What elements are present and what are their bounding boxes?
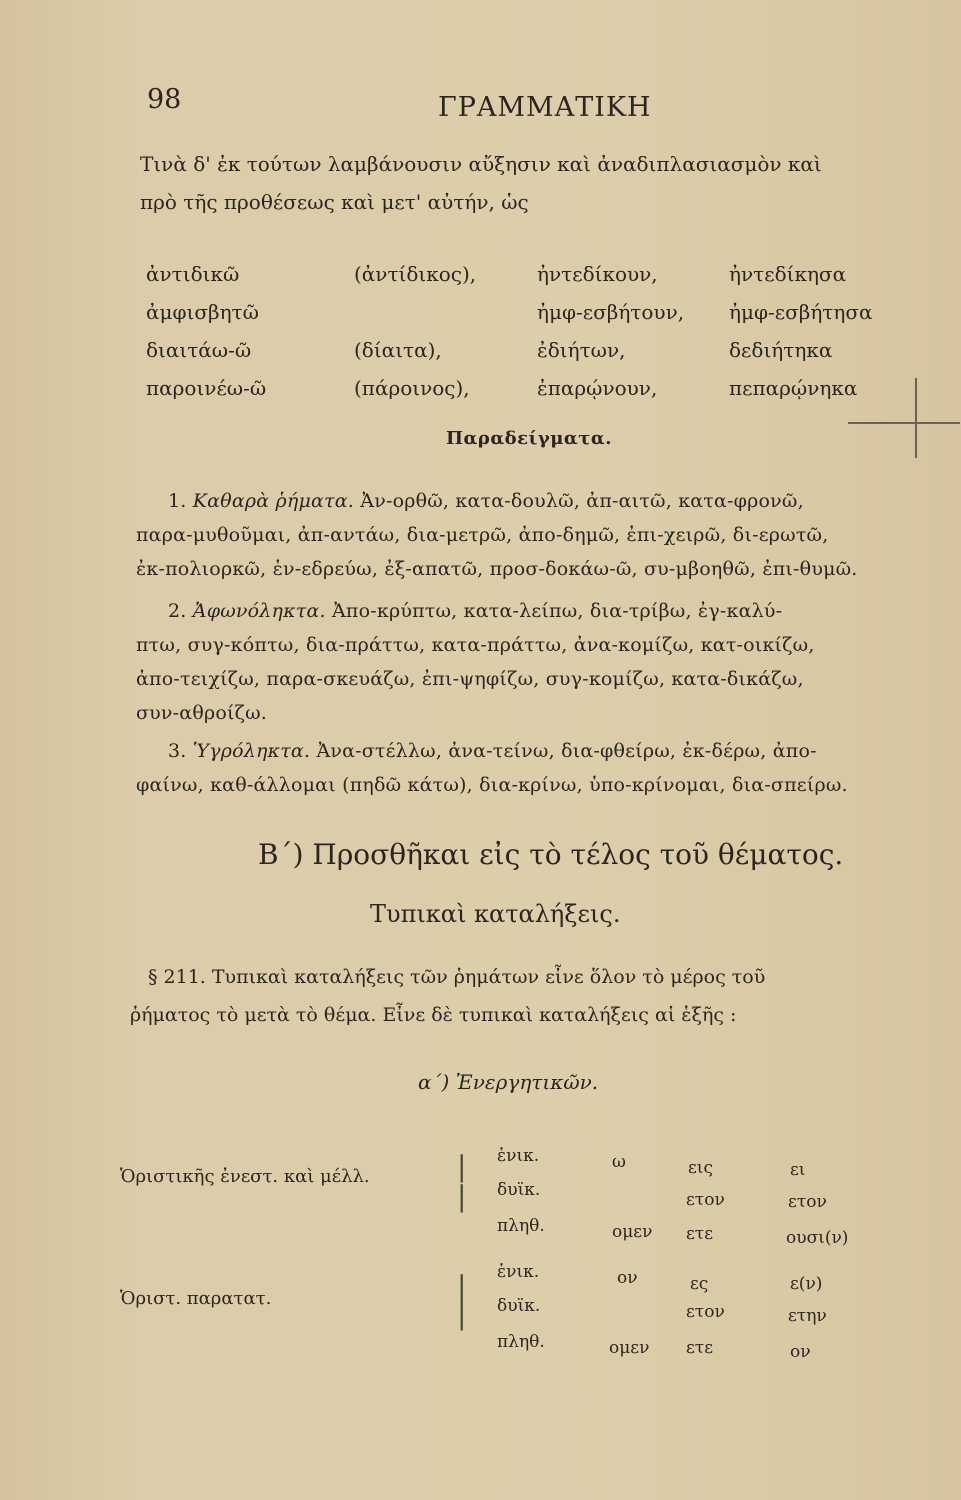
example-1-line-2: παρα-μυθοῦμαι, ἀπ-αντάω, δια-μετρῶ, ἀπο-δημῶ, ἐπι-χειρῶ, δι-ερωτῶ, (136, 524, 829, 546)
ending-cell: ε(ν) (790, 1274, 823, 1294)
number-label: δυϊκ. (497, 1296, 541, 1316)
example-2-line-2: πτω, συγ-κόπτω, δια-πράττω, κατα-πράττω, ἀνα-κομίζω, κατ-οικίζω, (136, 634, 815, 656)
ending-cell: ομεν (612, 1222, 653, 1242)
imperfect-cell: ἐδιήτων, (537, 338, 626, 362)
number-label: δυϊκ. (497, 1180, 541, 1200)
intro-line-2: πρὸ τῆς προθέσεως καὶ μετ' αὐτήν, ὡς (140, 190, 529, 214)
pencil-mark-vertical (915, 378, 917, 458)
example-text: Ἀπο-κρύπτω, κατα-λείπω, δια-τρίβω, ἐγ-καλύ- (332, 600, 783, 622)
ending-cell: ον (790, 1342, 811, 1362)
number-label: ἑνικ. (497, 1262, 540, 1282)
verb-cell: παροινέω-ῶ (146, 376, 267, 400)
brace-mark: | (457, 1150, 467, 1183)
aorist-cell: δεδιήτηκα (729, 338, 833, 362)
imperfect-cell: ἐπαρῴνουν, (537, 376, 658, 400)
ending-cell: ετον (686, 1302, 725, 1322)
root-cell: (δίαιτα), (354, 338, 442, 362)
aorist-cell: ἠντεδίκησα (729, 262, 847, 286)
page-number: 98 (147, 84, 182, 115)
example-1-line-3: ἐκ-πολιορκῶ, ἐν-εδρεύω, ἐξ-απατῶ, προσ-δοκάω-ῶ, συ-μβοηθῶ, ἐπι-θυμῶ. (136, 558, 858, 580)
root-cell: (πάροινος), (354, 376, 470, 400)
ending-cell: ομεν (609, 1338, 650, 1358)
root-cell: (ἀντίδικος), (354, 262, 477, 286)
ending-cell: ες (690, 1274, 709, 1294)
ending-cell: ετον (788, 1192, 827, 1212)
example-title: Καθαρὰ ῥήματα. (192, 490, 355, 512)
ending-cell: ετε (686, 1224, 714, 1244)
ending-cell: ετε (686, 1338, 714, 1358)
example-2-line-4: συν-αθροίζω. (136, 702, 268, 724)
table-row (146, 255, 873, 293)
section-subheading: Τυπικαὶ καταλήξεις. (370, 900, 621, 928)
example-text: Ἀν-ορθῶ, κατα-δουλῶ, ἀπ-αιτῶ, κατα-φρονῶ, (360, 490, 804, 512)
examples-heading: Παραδείγματα. (446, 428, 612, 449)
endings-group-label: Ὁριστικῆς ἐνεστ. καὶ μέλλ. (120, 1166, 370, 1187)
ending-cell: ουσι(ν) (786, 1228, 849, 1248)
running-header: ΓΡΑΜΜΑΤΙΚΗ (438, 92, 652, 123)
example-1-line-1 (168, 490, 804, 512)
ending-cell: ει (790, 1160, 806, 1180)
verb-cell: ἀντιδικῶ (146, 262, 240, 286)
verb-cell: διαιτάω-ῶ (146, 338, 252, 362)
ending-cell: ω (612, 1152, 626, 1172)
ending-cell: ετον (686, 1190, 725, 1210)
ending-cell: ον (617, 1268, 638, 1288)
example-3-line-1 (168, 740, 817, 762)
imperfect-cell: ἠμφ-εσβήτουν, (537, 300, 685, 324)
example-title: Ὑγρόληκτα. (192, 740, 311, 762)
example-number: 2. (168, 600, 187, 622)
endings-group-label: Ὁριστ. παρατατ. (120, 1288, 272, 1309)
voice-heading: α΄) Ἐνεργητικῶν. (418, 1070, 599, 1094)
root-cell (354, 293, 537, 331)
table-row (146, 369, 873, 407)
pencil-mark-horizontal (848, 422, 960, 424)
aorist-cell: ἠμφ-εσβήτησα (729, 300, 873, 324)
example-3-line-2: φαίνω, καθ-άλλομαι (πηδῶ κάτω), δια-κρίνω, ὑπο-κρίνομαι, δια-σπείρω. (136, 774, 848, 796)
paragraph-line-2: ῥήματος τὸ μετὰ τὸ θέμα. Εἶνε δὲ τυπικαὶ καταλήξεις αἱ ἑξῆς : (130, 1004, 737, 1026)
paragraph-line-1: § 211. Τυπικαὶ καταλήξεις τῶν ῥημάτων εἶνε ὅλον τὸ μέρος τοῦ (148, 966, 766, 988)
verb-forms-table (146, 255, 873, 407)
aorist-cell: πεπαρῴνηκα (729, 376, 858, 400)
imperfect-cell: ἠντεδίκουν, (537, 262, 658, 286)
brace-mark: | (457, 1180, 467, 1213)
section-heading: Β΄) Προσθῆκαι εἰς τὸ τέλος τοῦ θέματος. (258, 838, 844, 871)
ending-cell: ετην (788, 1306, 827, 1326)
ending-cell: εις (688, 1158, 713, 1178)
example-title: Ἀφωνόληκτα. (192, 600, 326, 622)
number-label: πληθ. (497, 1332, 545, 1352)
number-label: ἑνικ. (497, 1146, 540, 1166)
example-number: 1. (168, 490, 187, 512)
intro-line-1: Τινὰ δ' ἐκ τούτων λαμβάνουσιν αὔξησιν καὶ ἀναδιπλασιασμὸν καὶ (140, 152, 822, 176)
example-text: Ἀνα-στέλλω, ἀνα-τείνω, δια-φθείρω, ἐκ-δέρω, ἀπο- (316, 740, 817, 762)
example-2-line-3: ἀπο-τειχίζω, παρα-σκευάζω, ἐπι-ψηφίζω, συγ-κομίζω, κατα-δικάζω, (136, 668, 804, 690)
table-row (146, 293, 873, 331)
example-2-line-1 (168, 600, 782, 622)
verb-cell: ἀμφισβητῶ (146, 300, 259, 324)
table-row (146, 331, 873, 369)
number-label: πληθ. (497, 1216, 545, 1236)
brace-mark: | (457, 1270, 467, 1303)
example-number: 3. (168, 740, 187, 762)
brace-mark: | (457, 1298, 467, 1331)
